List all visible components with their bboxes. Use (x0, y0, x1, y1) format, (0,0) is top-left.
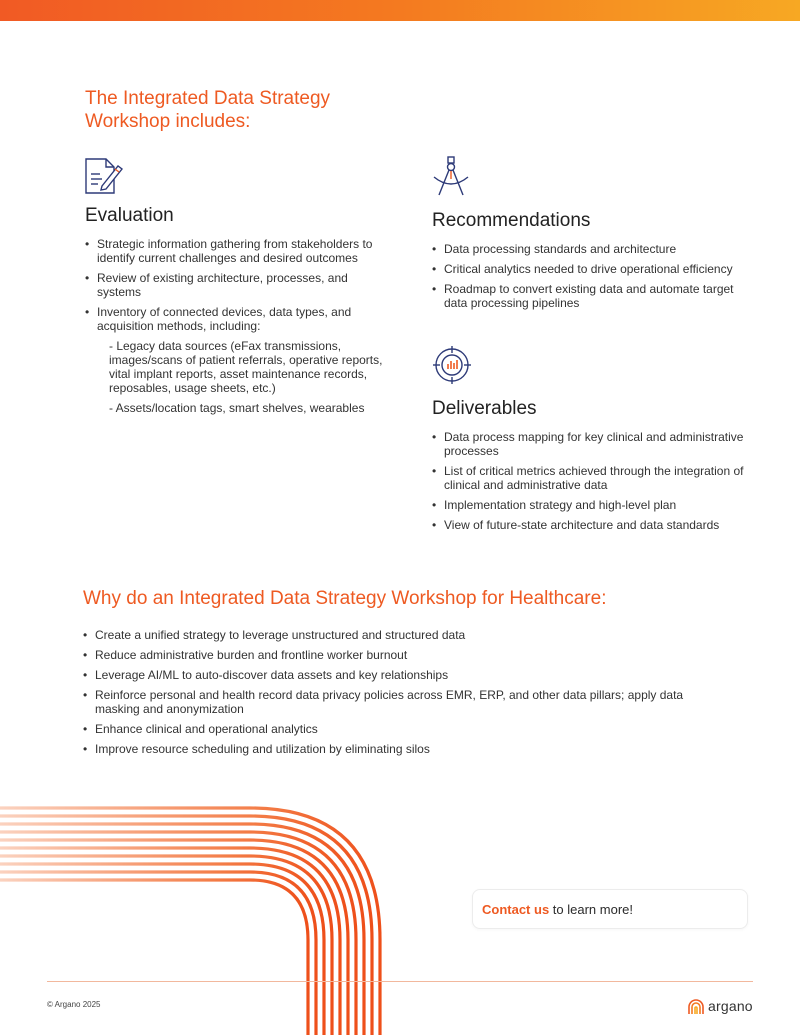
why-title: Why do an Integrated Data Strategy Workshop for Healthcare: (83, 588, 607, 609)
contact-text: to learn more! (549, 902, 633, 917)
list-item: • Review of existing architecture, processes, and systems (85, 271, 385, 299)
list-item: • Reinforce personal and health record data privacy policies across EMR, ERP, and other data pillars; apply data masking and anonymization (83, 688, 723, 716)
document-pen-icon (84, 157, 124, 195)
list-item (85, 305, 385, 415)
argano-logo-icon (687, 997, 705, 1015)
footer-divider (47, 981, 753, 982)
intro-title (85, 87, 405, 133)
list-item: • Leverage AI/ML to auto-discover data assets and key relationships (83, 668, 723, 682)
target-chart-icon (432, 345, 472, 385)
deliverables-list (432, 430, 757, 538)
list-item: • Roadmap to convert existing data and automate target data processing pipelines (432, 282, 757, 310)
copyright: © Argano 2025 (47, 1000, 101, 1009)
list-item: • Reduce administrative burden and frontline worker burnout (83, 648, 723, 662)
list-item: • Strategic information gathering from stakeholders to identify current challenges and desired outcomes (85, 237, 385, 265)
intro-title-line1: The Integrated Data Strategy (85, 88, 331, 109)
list-item: • Enhance clinical and operational analytics (83, 722, 723, 736)
compass-icon (431, 155, 471, 199)
evaluation-list (85, 237, 385, 421)
why-list (83, 628, 723, 762)
list-item: • View of future-state architecture and data standards (432, 518, 757, 532)
recommendations-list (432, 242, 757, 316)
intro-title-line2: Workshop includes: (85, 111, 251, 132)
list-item: • List of critical metrics achieved through the integration of clinical and administrative data (432, 464, 757, 492)
list-item: • Data process mapping for key clinical and administrative processes (432, 430, 757, 458)
argano-logo (687, 994, 753, 1018)
deliverables-title: Deliverables (432, 398, 537, 419)
list-item-text: Inventory of connected devices, data types, and acquisition methods, including: (97, 305, 352, 333)
contact-card (472, 889, 748, 929)
list-item: • Improve resource scheduling and utilization by eliminating silos (83, 742, 723, 756)
list-item: • Create a unified strategy to leverage unstructured and structured data (83, 628, 723, 642)
sub-list (97, 339, 385, 415)
sub-item: - Assets/location tags, smart shelves, wearables (109, 401, 365, 415)
sub-item: - Legacy data sources (eFax transmissions, images/scans of patient referrals, operative reports, vital implant reports, asset maintenance records, reposables, usage sheets, etc.) (109, 339, 383, 395)
list-item: • Implementation strategy and high-level plan (432, 498, 757, 512)
recommendations-title: Recommendations (432, 210, 591, 231)
list-item: • Critical analytics needed to drive operational efficiency (432, 262, 757, 276)
list-item: • Data processing standards and architecture (432, 242, 757, 256)
top-gradient-bar (0, 0, 800, 21)
contact-us-link[interactable]: Contact us (482, 902, 550, 917)
evaluation-title: Evaluation (85, 205, 174, 226)
brand-name: argano (708, 998, 753, 1014)
